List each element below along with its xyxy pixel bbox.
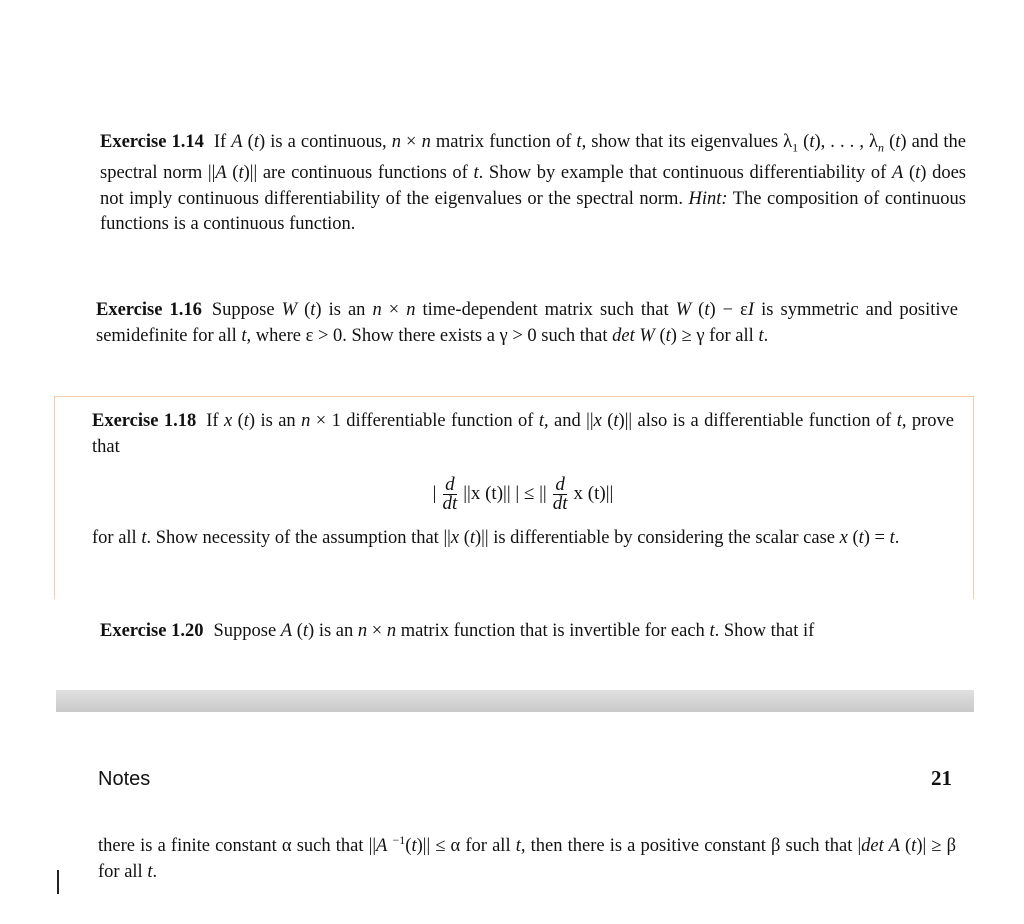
derivative-fraction: $\frac{d}{dt}$ xyxy=(442,473,458,514)
exercise-title: Exercise 1.20 xyxy=(100,621,204,641)
page-break-bar xyxy=(56,690,974,712)
exercise-1-14: Exercise 1.14 If A (t) is a continuous, n × n matrix function of t, show that its eigenvalues $\lambda_1$ (t), . . . , $\lambda_n$ (t) and the spectral norm ||A (t)|| are continuous functions of t. Show by example that continuous differentiability of A (t) does not imply continuous differentiability of the eigenvalues or the spectral norm. Hint: The composition of continuous functions is a continuous function. xyxy=(100,132,967,235)
exercise-1-18: Exercise 1.18 If x (t) is an n × 1 differentiable function of t, and ||x (t)|| also is a differentiable function of t, prove that | $\frac{d}{dt}$ ||x (t)|| | ≤ || $\frac{d}{dt}$ x (t)|| for all t. Show necessity of the assumption that ||x (t)|| is differentiable by considering the scalar case x (t) = t. xyxy=(92,411,954,548)
page-number: 21 xyxy=(931,766,952,790)
derivative-fraction: $\frac{d}{dt}$ xyxy=(552,473,568,514)
display-equation: | $\frac{d}{dt}$ ||x (t)|| | ≤ || $\frac{d}{dt}$ x (t)|| xyxy=(432,473,614,514)
exercise-title: Exercise 1.18 xyxy=(92,411,197,431)
exercise-title: Exercise 1.16 xyxy=(96,300,202,320)
exercise-title: Exercise 1.14 xyxy=(100,132,204,152)
section-header-notes: Notes xyxy=(98,768,151,790)
exercise-1-20: Exercise 1.20 Suppose A (t) is an n × n matrix function that is invertible for each t. Show that if xyxy=(100,621,815,641)
continuation-text: there is a finite constant α such that ||A $^{-1}$(t)|| ≤ α for all t, then there is a positive constant β such that |det A (t)| ≥ β for all t. xyxy=(98,833,957,882)
text-cursor xyxy=(57,870,59,894)
exercise-1-16: Exercise 1.16 Suppose W (t) is an n × n time-dependent matrix such that W (t) − εI is symmetric and positive semidefinite for all t, where ε > 0. Show there exists a γ > 0 such that det W (t) ≥ γ for all t. xyxy=(96,300,958,346)
